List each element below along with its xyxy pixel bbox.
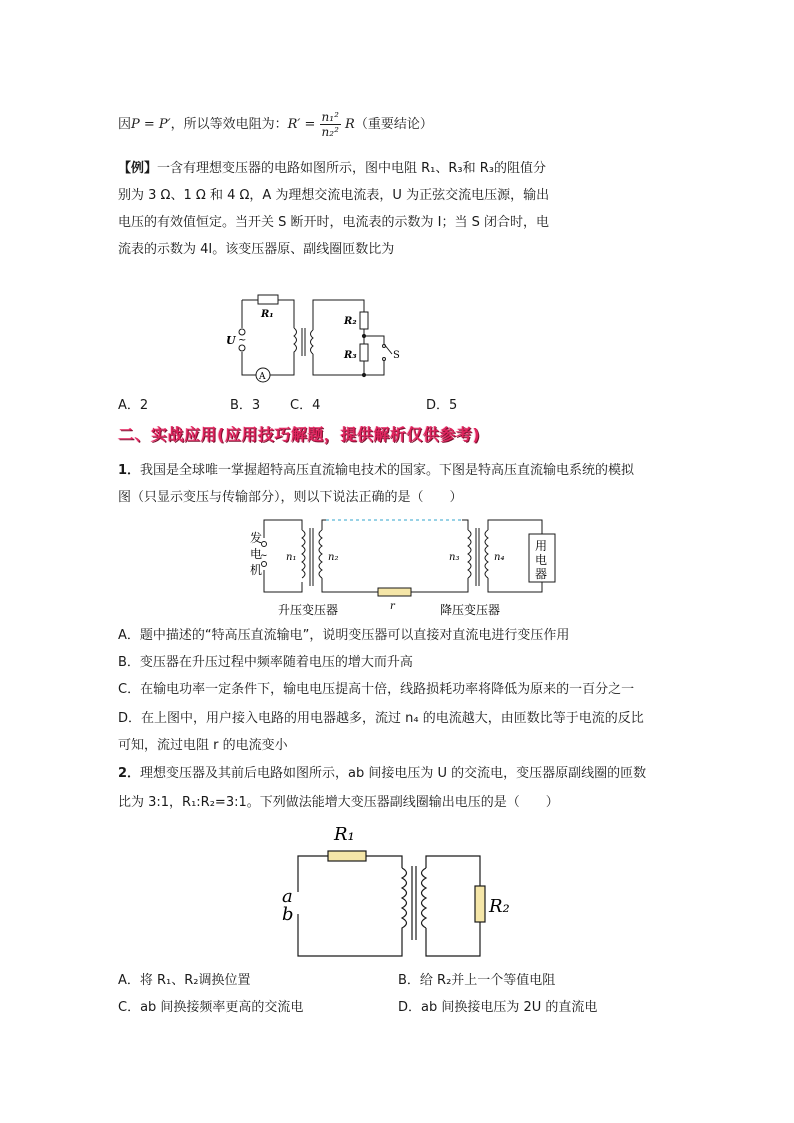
- turns-ratio-fraction: $\frac{\text{n₁²}}{\text{n₂²}}$: [321, 110, 339, 139]
- n2-label: n₂: [328, 552, 339, 563]
- r1-label: R₁: [261, 309, 274, 320]
- q1-option-b[interactable]: B．变压器在升压过程中频率随着电压的增大而升高: [118, 655, 413, 670]
- q2-line-1: 2．理想变压器及其前后电路如图所示，ab 间接电压为 U 的交流电，变压器原副线圈的匝数: [118, 766, 647, 781]
- q1-line-2: 图（只显示变压与传输部分），则以下说法正确的是（ ）: [118, 490, 463, 505]
- q2-option-b[interactable]: B．给 R₂并上一个等值电阻: [398, 973, 556, 988]
- example-line-1: 【例】一含有理想变压器的电路如图所示，图中电阻 R₁、R₃和 R₃的阻值分: [118, 161, 547, 176]
- q1-option-d-line-2: 可知，流过电阻 r 的电流变小: [118, 738, 288, 753]
- load-label-2: 电: [535, 553, 548, 567]
- step-down-label: 降压变压器: [440, 603, 501, 617]
- ammeter-label: A: [259, 372, 266, 382]
- n4-label: n₄: [494, 552, 505, 563]
- load-label-3: 器: [535, 567, 548, 581]
- ac-tilde: ~: [238, 335, 247, 346]
- q2-line-2: 比为 3:1，R₁:R₂=3:1。下列做法能增大变压器副线圈输出电压的是（ ）: [118, 795, 559, 810]
- example-line-4: 流表的示数为 4I。该变压器原、副线圈匝数比为: [118, 242, 395, 257]
- q1-line-1: 1．我国是全球唯一掌握超特高压直流输电技术的国家。下图是特高压直流输电系统的模拟: [118, 463, 635, 478]
- gen-label-2: 电: [250, 547, 263, 561]
- equivalent-resistance-formula: 因P = P′，所以等效电阻为：R′ = $\frac{\text{n₁²}}{\text{n₂²}}$ R（重要结论）: [118, 110, 433, 139]
- terminal-a-label: a: [282, 886, 293, 907]
- n1-label: n₁: [286, 552, 297, 563]
- switch-s-label: S: [393, 350, 400, 361]
- example-line-3: 电压的有效值恒定。当开关 S 断开时，电流表的示数为 I；当 S 闭合时，电: [118, 215, 549, 230]
- step-up-label: 升压变压器: [278, 603, 339, 617]
- example-circuit-diagram: [212, 288, 412, 388]
- q2-r2-label: R₂: [489, 896, 510, 917]
- load-label-1: 用: [535, 539, 548, 553]
- gen-label-3: 机: [250, 563, 263, 577]
- q2-option-d[interactable]: D．ab 间换接电压为 2U 的直流电: [398, 1000, 598, 1015]
- q2-option-a[interactable]: A．将 R₁、R₂调换位置: [118, 973, 251, 988]
- gen-label-1: 发: [250, 531, 263, 545]
- example-option-a[interactable]: A．2: [118, 398, 149, 413]
- example-option-d[interactable]: D．5: [426, 398, 458, 413]
- line-r-label: r: [390, 601, 395, 612]
- section-heading: 二、实战应用(应用技巧解题，提供解析仅供参考): [118, 425, 481, 444]
- q2-r1-label: R₁: [334, 824, 355, 845]
- hvdc-transmission-diagram: [236, 512, 556, 620]
- gen-ac-tilde: ~: [260, 551, 268, 561]
- source-u-label: U: [226, 334, 236, 347]
- q1-option-d-line-1[interactable]: D．在上图中，用户接入电路的用电器越多，流过 n₄ 的电流越大，由匝数比等于电流的反比: [118, 711, 644, 726]
- q1-option-a[interactable]: A．题中描述的“特高压直流输电”，说明变压器可以直接对直流电进行变压作用: [118, 628, 570, 643]
- example-line-2: 别为 3 Ω、1 Ω 和 4 Ω，A 为理想交流电流表，U 为正弦交流电压源，输出: [118, 188, 550, 203]
- q1-option-c[interactable]: C．在输电功率一定条件下，输电电压提高十倍，线路损耗功率将降低为原来的一百分之一: [118, 682, 635, 697]
- r2-label: R₂: [344, 316, 357, 327]
- transformer-circuit-diagram: [278, 818, 518, 964]
- example-option-b[interactable]: B．3: [230, 398, 261, 413]
- r3-label: R₃: [344, 350, 357, 361]
- n3-label: n₃: [449, 552, 460, 563]
- terminal-b-label: b: [282, 904, 294, 925]
- q2-option-c[interactable]: C．ab 间换接频率更高的交流电: [118, 1000, 304, 1015]
- example-option-c[interactable]: C．4: [290, 398, 321, 413]
